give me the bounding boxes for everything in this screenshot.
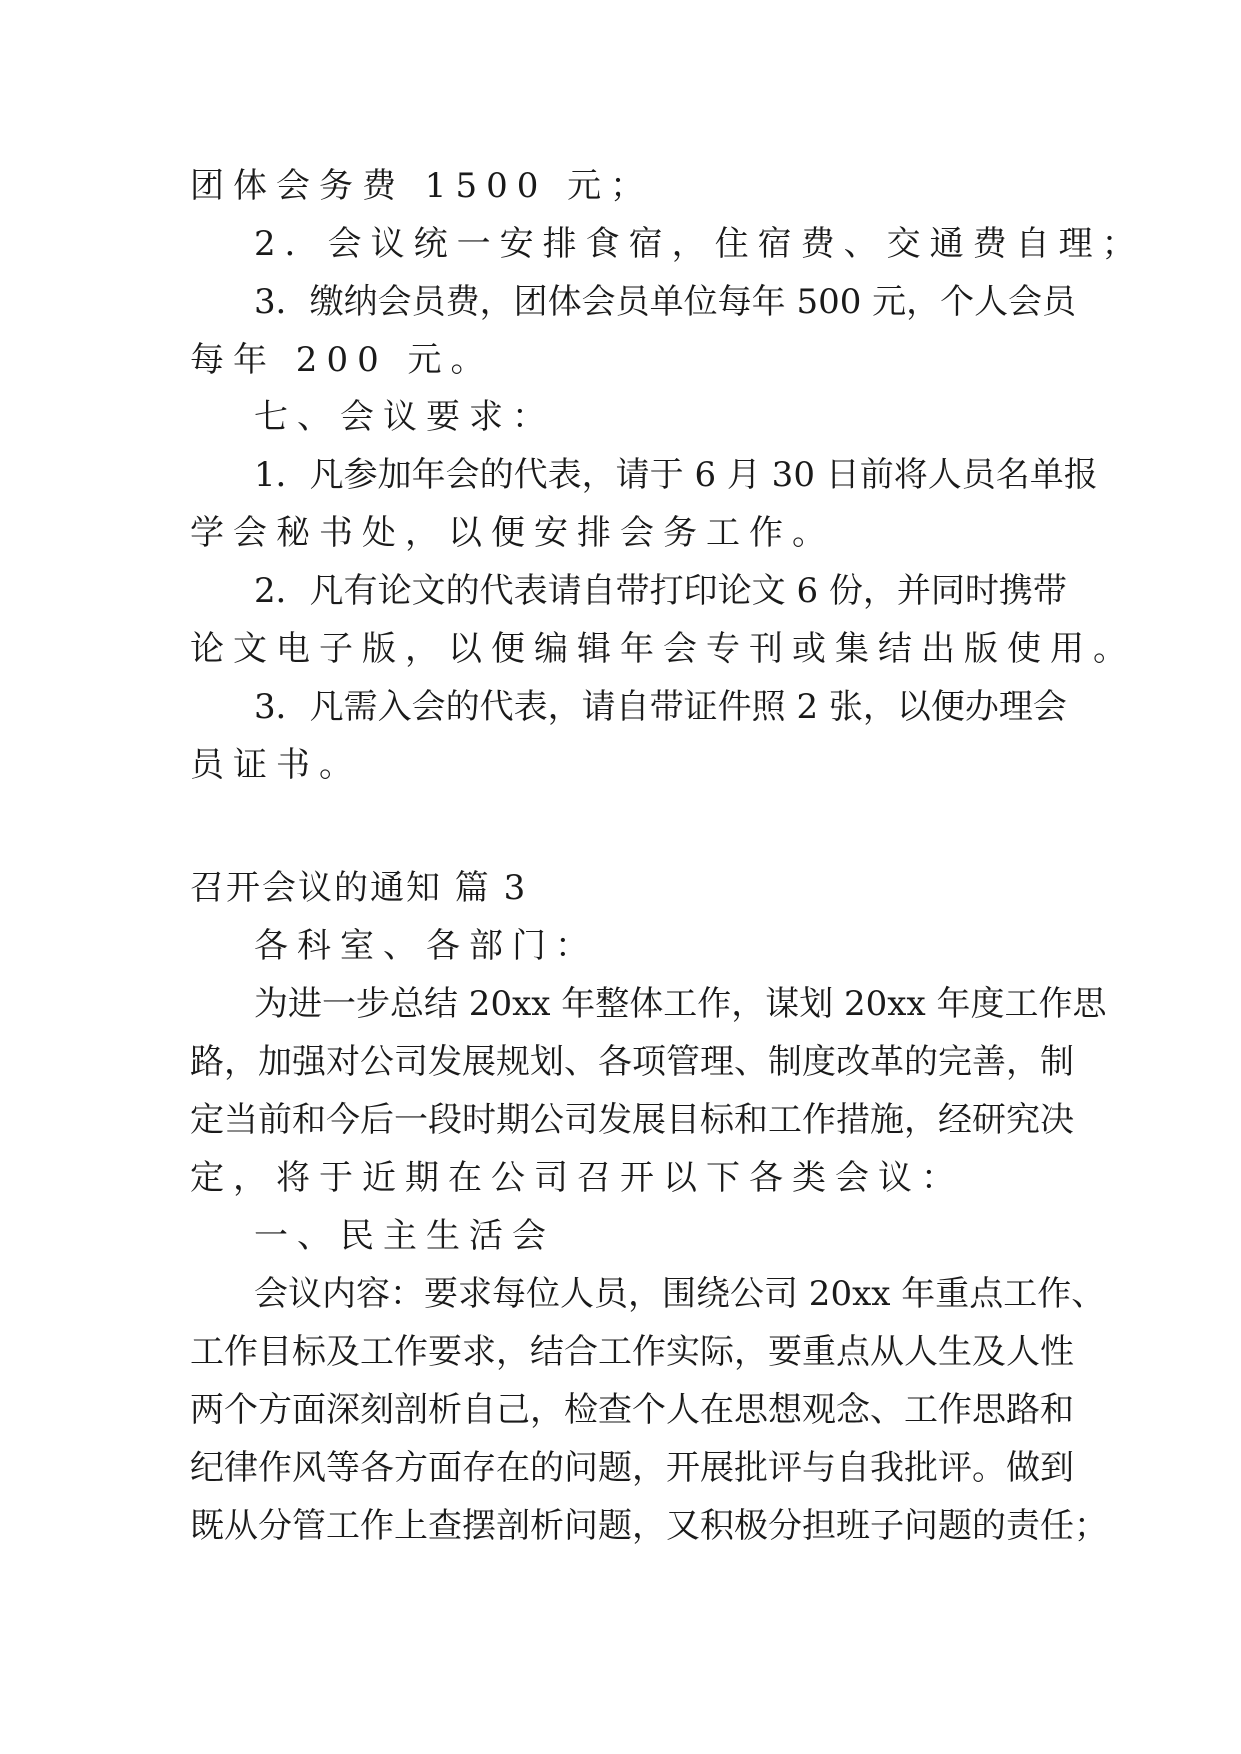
intro-paragraph-line3: 定当前和今后一段时期公司发展目标和工作措施，经研究决 (190, 1100, 1074, 1140)
section-title: 召开会议的通知 篇 3 (190, 868, 528, 908)
content-paragraph-line1: 会议内容：要求每位人员，围绕公司 20xx 年重点工作、 (254, 1274, 1106, 1314)
item-membership-fee-line1: 3．缴纳会员费，团体会员单位每年 500 元，个人会员 (254, 282, 1077, 322)
requirement-3-line2: 员证书。 (190, 745, 362, 785)
content-paragraph-line3: 两个方面深刻剖析自己，检查个人在思想观念、工作思路和 (190, 1390, 1074, 1430)
intro-paragraph-line2: 路，加强对公司发展规划、各项管理、制度改革的完善，制 (190, 1042, 1074, 1082)
item-membership-fee-line2: 每年 200 元。 (190, 340, 494, 380)
item-1-heading: 一、民主生活会 (254, 1216, 555, 1256)
requirements-heading: 七、会议要求： (254, 397, 555, 437)
intro-paragraph-line1: 为进一步总结 20xx 年整体工作，谋划 20xx 年度工作思 (254, 984, 1107, 1024)
intro-paragraph-line4: 定，将于近期在公司召开以下各类会议： (190, 1158, 964, 1198)
content-paragraph-line2: 工作目标及工作要求，结合工作实际，要重点从人生及人性 (190, 1332, 1074, 1372)
content-paragraph-line4: 纪律作风等各方面存在的问题，开展批评与自我批评。做到 (190, 1448, 1074, 1488)
fee-line: 团体会务费 1500 元； (190, 166, 654, 206)
item-accommodation: 2．会议统一安排食宿，住宿费、交通费自理； (254, 224, 1145, 264)
requirement-3-line1: 3．凡需入会的代表，请自带证件照 2 张，以便办理会 (254, 687, 1067, 727)
content-paragraph-line5: 既从分管工作上查摆剖析问题，又积极分担班子问题的责任； (190, 1506, 1108, 1546)
requirement-2-line1: 2．凡有论文的代表请自带打印论文 6 份，并同时携带 (254, 571, 1067, 611)
requirement-1-line1: 1．凡参加年会的代表，请于 6 月 30 日前将人员名单报 (254, 455, 1098, 495)
requirement-1-line2: 学会秘书处，以便安排会务工作。 (190, 513, 835, 553)
requirement-2-line2: 论文电子版，以便编辑年会专刊或集结出版使用。 (190, 629, 1136, 669)
salutation: 各科室、各部门： (254, 926, 598, 966)
